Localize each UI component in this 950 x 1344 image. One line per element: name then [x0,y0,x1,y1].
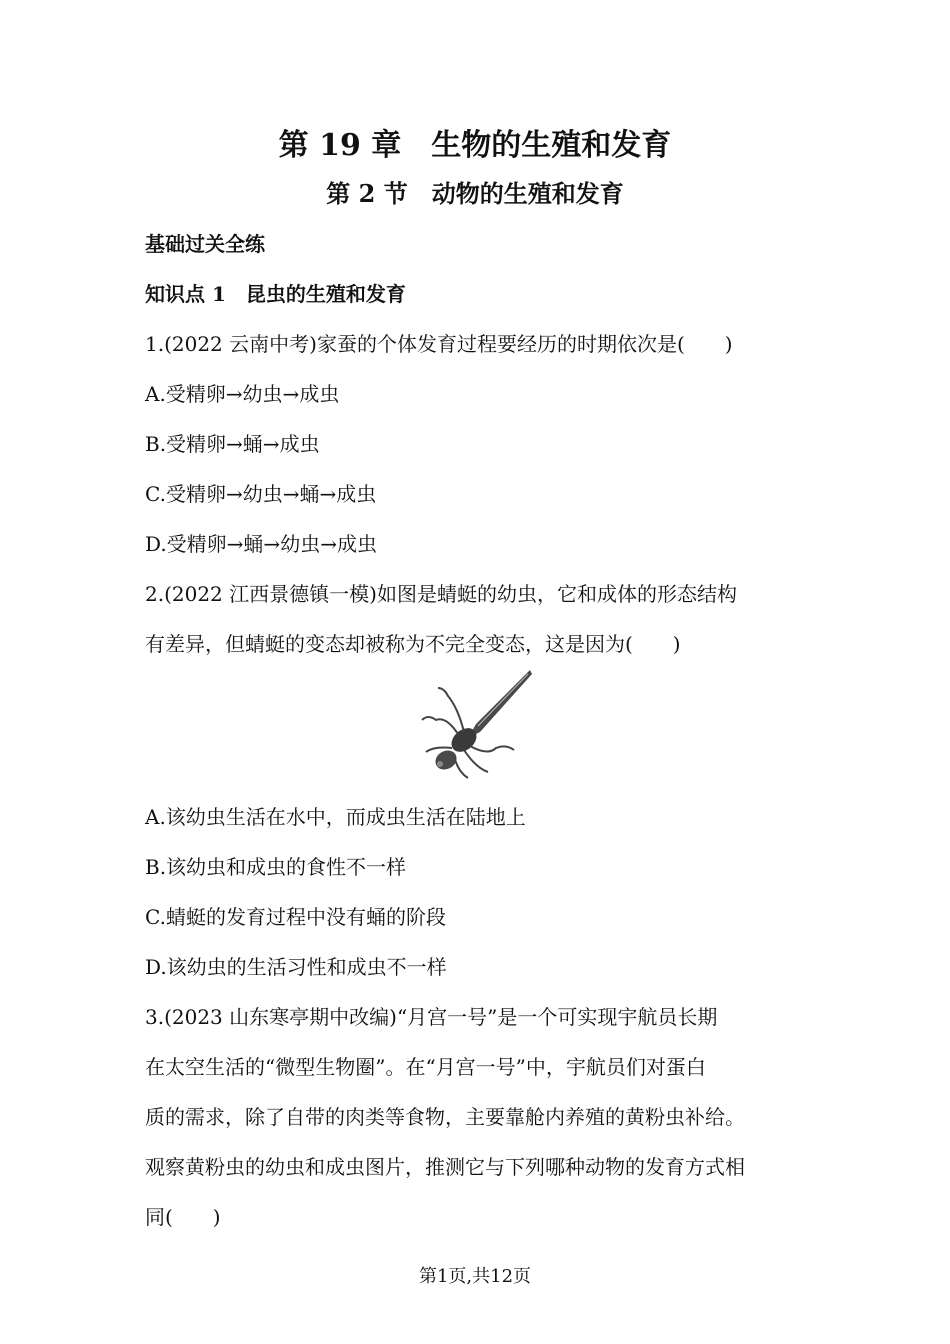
q1-option-b: B.受精卵→蛹→成虫 [145,432,320,456]
q3-stem-line-5: 同( ) [145,1205,221,1229]
q2-stem-line-2: 有差异，但蜻蜓的变态却被称为不完全变态，这是因为( ) [145,632,681,656]
dragonfly-nymph-figure [418,668,534,784]
q2-option-a: A.该幼虫生活在水中，而成虫生活在陆地上 [145,805,526,829]
chapter-title: 第 19 章 生物的生殖和发育 [278,128,672,163]
section-title: 第 2 节 动物的生殖和发育 [326,179,624,208]
part-heading: 基础过关全练 [145,232,265,256]
q2-option-c: C.蜻蜓的发育过程中没有蛹的阶段 [145,905,446,929]
q3-stem-line-4: 观察黄粉虫的幼虫和成虫图片，推测它与下列哪种动物的发育方式相 [145,1155,745,1179]
q3-stem-line-3: 质的需求，除了自带的肉类等食物，主要靠舱内养殖的黄粉虫补给。 [145,1105,745,1129]
q1-option-d: D.受精卵→蛹→幼虫→成虫 [145,532,377,556]
q1-option-c: C.受精卵→幼虫→蛹→成虫 [145,482,377,506]
q1-stem: 1.(2022 云南中考)家蚕的个体发育过程要经历的时期依次是( ) [145,332,733,356]
q1-option-a: A.受精卵→幼虫→成虫 [145,382,340,406]
q3-stem-line-2: 在太空生活的“微型生物圈”。在“月宫一号”中，宇航员们对蛋白 [145,1055,706,1079]
q2-option-d: D.该幼虫的生活习性和成虫不一样 [145,955,447,979]
knowledge-point-heading: 知识点 1 昆虫的生殖和发育 [145,282,406,306]
page-footer: 第1页,共12页 [418,1266,532,1287]
q2-stem-line-1: 2.(2022 江西景德镇一模)如图是蜻蜓的幼虫，它和成体的形态结构 [145,582,737,606]
q3-stem-line-1: 3.(2023 山东寒亭期中改编)“月宫一号”是一个可实现宇航员长期 [145,1005,718,1029]
q2-option-b: B.该幼虫和成虫的食性不一样 [145,855,407,879]
